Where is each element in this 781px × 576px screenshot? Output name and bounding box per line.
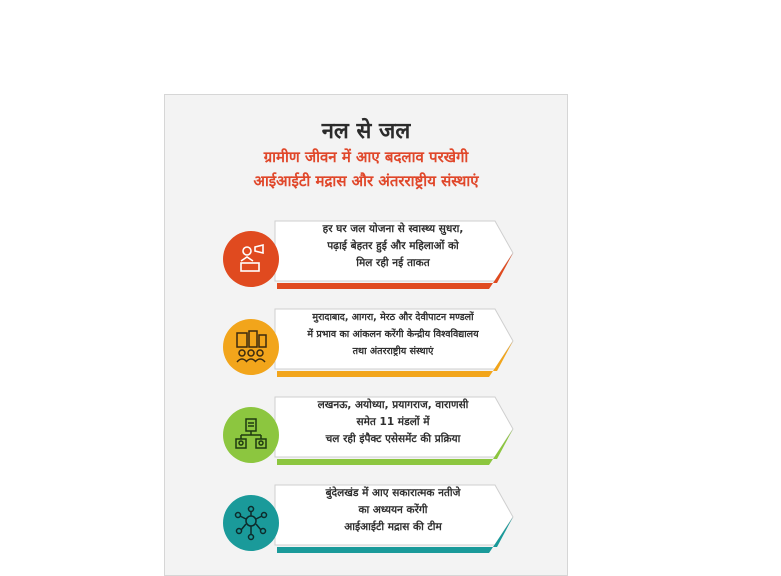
info-banner	[267, 299, 517, 385]
document-network-icon	[223, 407, 279, 463]
speaker-podium-icon	[223, 231, 279, 287]
info-text-line: में प्रभाव का आंकलन करेंगी केन्द्रीय विश्वविद्यालय	[307, 329, 479, 340]
subtitle-line-1: ग्रामीण जीवन में आए बदलाव परखेगी	[263, 148, 469, 166]
info-banner	[267, 211, 517, 297]
info-text-line: मिल रही नई ताकत	[356, 257, 430, 269]
info-banner	[267, 475, 517, 561]
infographic-card	[164, 94, 568, 576]
info-text	[293, 221, 493, 272]
info-row-2	[165, 295, 569, 383]
team-network-icon	[223, 495, 279, 551]
info-text-line: का अध्ययन करेंगी	[358, 504, 428, 516]
info-text-line: हर घर जल योजना से स्वास्थ्य सुधरा,	[322, 223, 464, 235]
buildings-people-icon	[223, 319, 279, 375]
info-text-line: चल रही इंपैक्ट एसेसमेंट की प्रक्रिया	[325, 433, 461, 445]
subtitle-line-2: आईआईटी मद्रास और अंतरराष्ट्रीय संस्थाएं	[253, 172, 479, 190]
infographic-title: नल से जल	[321, 119, 411, 144]
info-text-line: तथा अंतरराष्ट्रीय संस्थाएं	[352, 346, 434, 357]
info-text-line: पढ़ाई बेहतर हुई और महिलाओं को	[327, 240, 459, 252]
info-text	[293, 397, 493, 448]
info-row-1	[165, 207, 569, 295]
info-text	[293, 485, 493, 536]
info-row-3	[165, 383, 569, 471]
info-row-4	[165, 471, 569, 559]
info-text-line: बुंदेलखंड में आए सकारात्मक नतीजे	[325, 487, 461, 499]
info-text	[293, 309, 493, 360]
info-text-line: समेत 11 मंडलों में	[356, 416, 430, 428]
info-banner	[267, 387, 517, 473]
info-text-line: मुरादाबाद, आगरा, मेरठ और देवीपाटन मण्डलों	[312, 312, 474, 323]
info-text-line: आईआईटी मद्रास की टीम	[344, 521, 442, 533]
info-text-line: लखनऊ, अयोध्या, प्रयागराज, वाराणसी	[317, 399, 469, 411]
